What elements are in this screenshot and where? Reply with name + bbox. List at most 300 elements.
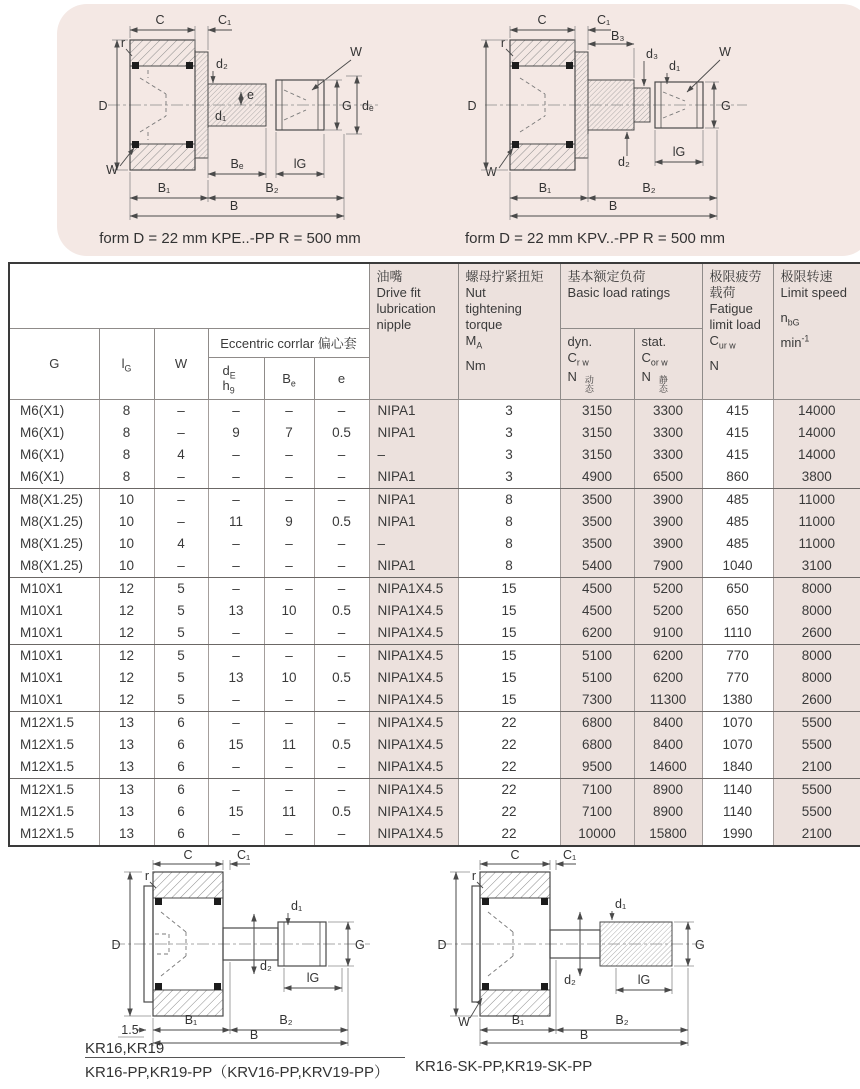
cell: – xyxy=(208,756,264,779)
cell: 5 xyxy=(154,622,208,645)
cell: – xyxy=(264,555,314,578)
dim-r: r xyxy=(500,36,506,50)
cell: – xyxy=(314,444,369,466)
cell: NIPA1X4.5 xyxy=(369,734,458,756)
dim-B2: B₂ xyxy=(279,1013,293,1027)
cell: M10X1 xyxy=(9,600,99,622)
cell: – xyxy=(314,488,369,511)
cell: M6(X1) xyxy=(9,466,99,489)
cell: 13 xyxy=(99,778,154,801)
cell: 6 xyxy=(154,778,208,801)
cell: 11000 xyxy=(773,511,860,533)
kr-dimensions xyxy=(111,848,364,1046)
cell: M8(X1.25) xyxy=(9,555,99,578)
cell: 8 xyxy=(99,444,154,466)
cell: – xyxy=(264,711,314,734)
dim-W-top: W xyxy=(350,45,362,59)
dim-D: D xyxy=(437,938,447,952)
cell: NIPA1 xyxy=(369,422,458,444)
table-row xyxy=(9,600,860,622)
cell: 1140 xyxy=(702,778,773,801)
cell: 3300 xyxy=(634,422,702,444)
cell: 22 xyxy=(458,801,560,823)
cell: 6200 xyxy=(634,644,702,667)
cell: 650 xyxy=(702,600,773,622)
header-w: W xyxy=(154,328,208,399)
cell: 6 xyxy=(154,756,208,779)
cell: 5 xyxy=(154,689,208,712)
cell: 3900 xyxy=(634,533,702,555)
dim-B: B xyxy=(229,199,239,213)
header-g: G xyxy=(9,328,99,399)
cell: – xyxy=(264,466,314,489)
cell: – xyxy=(314,756,369,779)
cell: M12X1.5 xyxy=(9,734,99,756)
cell: 15 xyxy=(458,577,560,600)
cell: 6200 xyxy=(634,667,702,689)
cell: 9500 xyxy=(560,756,634,779)
dim-B2: B₂ xyxy=(615,1013,629,1027)
cell: – xyxy=(314,533,369,555)
cell: 2600 xyxy=(773,689,860,712)
dim-lG: lG xyxy=(672,145,686,159)
cell: 3900 xyxy=(634,511,702,533)
cell: – xyxy=(154,488,208,511)
cell: – xyxy=(154,511,208,533)
cell: 9100 xyxy=(634,622,702,645)
cell: 0.5 xyxy=(314,801,369,823)
cell: 8 xyxy=(99,466,154,489)
cell: – xyxy=(264,689,314,712)
cell: 12 xyxy=(99,622,154,645)
dim-C: C xyxy=(537,13,547,27)
cell: 6 xyxy=(154,711,208,734)
cell: M10X1 xyxy=(9,622,99,645)
cell: 8 xyxy=(458,488,560,511)
cell: – xyxy=(264,778,314,801)
cell: – xyxy=(154,555,208,578)
dim-d2: d₂ xyxy=(618,155,630,169)
dim-C: C xyxy=(183,848,193,862)
cell: – xyxy=(208,577,264,600)
dim-d1: d₁ xyxy=(669,59,681,73)
cell: 1840 xyxy=(702,756,773,779)
cell: NIPA1 xyxy=(369,511,458,533)
cell: 6800 xyxy=(560,734,634,756)
cell: 3300 xyxy=(634,444,702,466)
cell: M12X1.5 xyxy=(9,778,99,801)
header-de: $d_E$ $h_9$ xyxy=(208,357,264,399)
cell: M10X1 xyxy=(9,577,99,600)
cell: M12X1.5 xyxy=(9,823,99,846)
cell: 8000 xyxy=(773,600,860,622)
cell: M8(X1.25) xyxy=(9,511,99,533)
cell: 13 xyxy=(99,823,154,846)
dim-W-top: W xyxy=(719,45,731,59)
cell: 15 xyxy=(458,689,560,712)
cell: M6(X1) xyxy=(9,422,99,444)
dim-D: D xyxy=(98,99,108,113)
dim-1p5: 1.5 xyxy=(121,1023,139,1037)
cell: 15 xyxy=(458,622,560,645)
cell: 0.5 xyxy=(314,667,369,689)
cell: 2600 xyxy=(773,622,860,645)
dim-r: r xyxy=(120,36,126,50)
cell: 8 xyxy=(99,422,154,444)
cell: 3900 xyxy=(634,488,702,511)
cell: – xyxy=(208,778,264,801)
cell: 3150 xyxy=(560,422,634,444)
dim-G: G xyxy=(342,99,352,113)
cell: 485 xyxy=(702,533,773,555)
cell: 0.5 xyxy=(314,600,369,622)
table-row xyxy=(9,399,860,422)
cell: M8(X1.25) xyxy=(9,533,99,555)
cell: 8400 xyxy=(634,711,702,734)
dim-G: G xyxy=(355,938,365,952)
table-row xyxy=(9,644,860,667)
cell: M6(X1) xyxy=(9,399,99,422)
header-dyn: dyn. $C_{r w}$ N 动 态 xyxy=(560,328,634,399)
cell: 15 xyxy=(458,667,560,689)
cell: 3100 xyxy=(773,555,860,578)
cell: – xyxy=(208,488,264,511)
cell: 3 xyxy=(458,444,560,466)
cell: 15 xyxy=(208,801,264,823)
cell: 10 xyxy=(99,533,154,555)
header-eccentric-collar: Eccentric corrlar 偏心套 xyxy=(208,328,369,357)
cell: 5200 xyxy=(634,600,702,622)
cell: – xyxy=(208,823,264,846)
header-stat: stat. $C_{or w}$ N 静 态 xyxy=(634,328,702,399)
cell: 415 xyxy=(702,444,773,466)
table-row xyxy=(9,667,860,689)
cell: 485 xyxy=(702,488,773,511)
cell: – xyxy=(314,644,369,667)
cell: – xyxy=(208,444,264,466)
cell: 13 xyxy=(99,801,154,823)
cell: 9 xyxy=(208,422,264,444)
dim-B3: B₃ xyxy=(611,29,625,43)
cell: 22 xyxy=(458,778,560,801)
cell: 5500 xyxy=(773,778,860,801)
cell: 15 xyxy=(208,734,264,756)
dim-r: r xyxy=(144,869,150,883)
kpe-drawing xyxy=(60,4,400,230)
cell: M12X1.5 xyxy=(9,801,99,823)
cell: 415 xyxy=(702,399,773,422)
cell: – xyxy=(264,444,314,466)
cell: NIPA1X4.5 xyxy=(369,600,458,622)
cell: – xyxy=(264,622,314,645)
table-row xyxy=(9,778,860,801)
cell: 3300 xyxy=(634,399,702,422)
header-basic-load: 基本额定负荷 Basic load ratings xyxy=(560,263,702,328)
cell: – xyxy=(314,823,369,846)
cell: – xyxy=(314,689,369,712)
header-e: e xyxy=(314,357,369,399)
cell: 6 xyxy=(154,823,208,846)
cell: – xyxy=(264,644,314,667)
cell: – xyxy=(314,711,369,734)
cell: 14000 xyxy=(773,422,860,444)
dim-B: B xyxy=(579,1028,589,1042)
cell: 8900 xyxy=(634,778,702,801)
kpv-drawing xyxy=(425,4,765,230)
cell: 11 xyxy=(208,511,264,533)
cell: NIPA1X4.5 xyxy=(369,756,458,779)
cell: 7 xyxy=(264,422,314,444)
cell: 12 xyxy=(99,600,154,622)
cell: 5200 xyxy=(634,577,702,600)
cell: – xyxy=(314,399,369,422)
cell: 11300 xyxy=(634,689,702,712)
cell: 11000 xyxy=(773,488,860,511)
cell: NIPA1X4.5 xyxy=(369,711,458,734)
cell: NIPA1 xyxy=(369,399,458,422)
cell: – xyxy=(154,399,208,422)
dim-d2: d₂ xyxy=(564,973,576,987)
cell: M10X1 xyxy=(9,644,99,667)
spec-table-wrap xyxy=(8,262,860,847)
cell: 8400 xyxy=(634,734,702,756)
cell: – xyxy=(314,577,369,600)
dim-B1: B₁ xyxy=(538,181,552,195)
cell: 770 xyxy=(702,644,773,667)
cell: 4500 xyxy=(560,600,634,622)
cell: 650 xyxy=(702,577,773,600)
cell: M12X1.5 xyxy=(9,711,99,734)
cell: 3500 xyxy=(560,511,634,533)
dim-D: D xyxy=(467,99,477,113)
dim-lG: lG xyxy=(293,157,307,171)
cell: NIPA1X4.5 xyxy=(369,778,458,801)
cell: 3500 xyxy=(560,533,634,555)
cell: 8000 xyxy=(773,644,860,667)
dim-Be: Bₑ xyxy=(230,157,244,171)
cell: 10000 xyxy=(560,823,634,846)
dim-C1: C₁ xyxy=(218,13,232,27)
header-limit-speed: 极限转速 Limit speed $n_{bG}$ $\min^{-1}$ xyxy=(773,263,860,399)
cell: 11 xyxy=(264,801,314,823)
spec-table xyxy=(8,262,860,847)
cell: – xyxy=(369,444,458,466)
cell: 6 xyxy=(154,734,208,756)
cell: 7900 xyxy=(634,555,702,578)
cell: 22 xyxy=(458,734,560,756)
cell: 3150 xyxy=(560,444,634,466)
dim-d3: d₃ xyxy=(646,47,659,61)
dim-de: dₑ xyxy=(362,99,374,113)
dim-B2: B₂ xyxy=(642,181,656,195)
cell: 8 xyxy=(458,533,560,555)
cell: 3150 xyxy=(560,399,634,422)
dim-D: D xyxy=(111,938,121,952)
cell: 13 xyxy=(208,600,264,622)
cell: 7100 xyxy=(560,778,634,801)
cell: 12 xyxy=(99,667,154,689)
cell: – xyxy=(369,533,458,555)
cell: 1110 xyxy=(702,622,773,645)
kr-caption-1: KR16,KR19 xyxy=(85,1040,165,1057)
table-row xyxy=(9,577,860,600)
dim-B: B xyxy=(608,199,618,213)
cell: – xyxy=(208,555,264,578)
cell: 12 xyxy=(99,689,154,712)
header-be: $B_e$ xyxy=(264,357,314,399)
cell: NIPA1 xyxy=(369,555,458,578)
cell: NIPA1 xyxy=(369,466,458,489)
dim-lG: lG xyxy=(306,971,320,985)
cell: – xyxy=(208,711,264,734)
dim-d2: d₂ xyxy=(216,57,228,71)
cell: M10X1 xyxy=(9,689,99,712)
dim-d1: d₁ xyxy=(615,897,627,911)
cell: 10 xyxy=(264,600,314,622)
cell: 5500 xyxy=(773,801,860,823)
table-row xyxy=(9,689,860,712)
dim-e: e xyxy=(247,88,254,102)
dim-C1: C₁ xyxy=(237,848,251,862)
header-lg: $l_G$ xyxy=(99,328,154,399)
cell: 15 xyxy=(458,644,560,667)
cell: 3 xyxy=(458,422,560,444)
cell: – xyxy=(208,644,264,667)
cell: 13 xyxy=(99,711,154,734)
table-row xyxy=(9,756,860,779)
cell: 4 xyxy=(154,533,208,555)
cell: 5 xyxy=(154,644,208,667)
table-row xyxy=(9,511,860,533)
cell: 6200 xyxy=(560,622,634,645)
cell: 6500 xyxy=(634,466,702,489)
header-nipple: 油嘴 Drive fit lubrication nipple xyxy=(369,263,458,399)
cell: 1040 xyxy=(702,555,773,578)
dim-W-bottom: W xyxy=(485,165,497,179)
dim-B1: B₁ xyxy=(157,181,171,195)
table-row xyxy=(9,711,860,734)
cell: – xyxy=(264,533,314,555)
cell: 5 xyxy=(154,667,208,689)
cell: – xyxy=(208,399,264,422)
cell: 22 xyxy=(458,756,560,779)
cell: 14000 xyxy=(773,399,860,422)
cell: 1380 xyxy=(702,689,773,712)
kr-caption-2: KR16-PP,KR19-PP（KRV16-PP,KRV19-PP） xyxy=(85,1064,390,1081)
table-row xyxy=(9,555,860,578)
dim-G: G xyxy=(695,938,705,952)
cell: – xyxy=(314,778,369,801)
dim-C: C xyxy=(510,848,520,862)
cell: 5100 xyxy=(560,644,634,667)
dim-C1: C₁ xyxy=(563,848,577,862)
cell: 5 xyxy=(154,600,208,622)
cell: 4 xyxy=(154,444,208,466)
cell: 3500 xyxy=(560,488,634,511)
cell: 485 xyxy=(702,511,773,533)
cell: 12 xyxy=(99,644,154,667)
cell: 14600 xyxy=(634,756,702,779)
cell: 9 xyxy=(264,511,314,533)
table-body xyxy=(9,399,860,846)
cell: NIPA1X4.5 xyxy=(369,689,458,712)
cell: 11000 xyxy=(773,533,860,555)
cell: 0.5 xyxy=(314,734,369,756)
cell: 1070 xyxy=(702,734,773,756)
table-row xyxy=(9,801,860,823)
cell: NIPA1X4.5 xyxy=(369,622,458,645)
table-row xyxy=(9,622,860,645)
cell: – xyxy=(264,488,314,511)
cell: – xyxy=(264,399,314,422)
cell: – xyxy=(264,577,314,600)
table-row xyxy=(9,422,860,444)
cell: 3 xyxy=(458,399,560,422)
cell: 770 xyxy=(702,667,773,689)
cell: 22 xyxy=(458,711,560,734)
cell: NIPA1X4.5 xyxy=(369,577,458,600)
dim-d1: d₁ xyxy=(291,899,303,913)
cell: – xyxy=(264,756,314,779)
cell: 6 xyxy=(154,801,208,823)
kr-drawing xyxy=(58,850,388,1046)
cell: 0.5 xyxy=(314,511,369,533)
dim-B2: B₂ xyxy=(265,181,279,195)
cell: NIPA1X4.5 xyxy=(369,644,458,667)
cell: 4500 xyxy=(560,577,634,600)
dim-W: W xyxy=(458,1015,470,1029)
table-row xyxy=(9,823,860,846)
cell: 8000 xyxy=(773,577,860,600)
cell: 5400 xyxy=(560,555,634,578)
cell: 7100 xyxy=(560,801,634,823)
kr-caption-divider xyxy=(85,1057,405,1058)
cell: M12X1.5 xyxy=(9,756,99,779)
header-fatigue: 极限疲劳 载荷 Fatigue limit load $C_{ur w}$ N xyxy=(702,263,773,399)
cell: – xyxy=(208,622,264,645)
cell: NIPA1X4.5 xyxy=(369,823,458,846)
cell: – xyxy=(314,466,369,489)
dim-C1: C₁ xyxy=(597,13,611,27)
cell: 4900 xyxy=(560,466,634,489)
cell: 10 xyxy=(99,488,154,511)
cell: 5 xyxy=(154,577,208,600)
cell: 8900 xyxy=(634,801,702,823)
cell: – xyxy=(208,689,264,712)
table-row xyxy=(9,444,860,466)
table-row xyxy=(9,488,860,511)
cell: 5500 xyxy=(773,711,860,734)
krsk-caption: KR16-SK-PP,KR19-SK-PP xyxy=(415,1058,593,1075)
cell: NIPA1X4.5 xyxy=(369,801,458,823)
cell: 8 xyxy=(99,399,154,422)
krsk-drawing xyxy=(390,850,720,1046)
cell: 8000 xyxy=(773,667,860,689)
dim-d1: d₁ xyxy=(215,109,227,123)
cell: M10X1 xyxy=(9,667,99,689)
cell: 5500 xyxy=(773,734,860,756)
cell: 22 xyxy=(458,823,560,846)
cell: 7300 xyxy=(560,689,634,712)
cell: 2100 xyxy=(773,823,860,846)
cell: – xyxy=(208,466,264,489)
cell: – xyxy=(264,823,314,846)
cell: 10 xyxy=(99,511,154,533)
cell: 8 xyxy=(458,511,560,533)
cell: 6800 xyxy=(560,711,634,734)
kpe-caption: form D = 22 mm KPE..-PP R = 500 mm xyxy=(99,230,361,247)
table-row xyxy=(9,533,860,555)
